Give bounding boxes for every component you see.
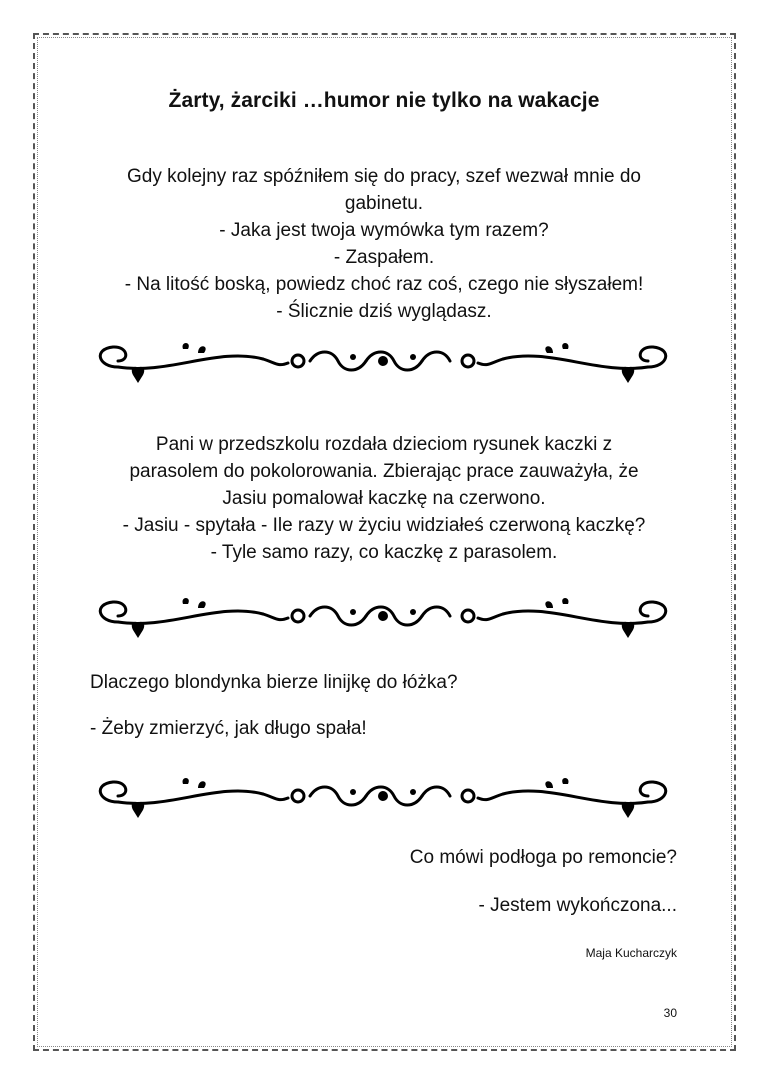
joke-2-line: - Tyle samo razy, co kaczkę z parasolem. — [210, 542, 558, 563]
joke-4-answer: - Jestem wykończona... — [478, 895, 677, 916]
ornamental-flourish-divider-icon — [88, 592, 678, 642]
joke-2-line: Jasiu pomalował kaczkę na czerwono. — [222, 488, 546, 509]
joke-1-line: Gdy kolejny raz spóźniłem się do pracy, szef wezwał mnie do — [127, 166, 641, 187]
joke-3-answer: - Żeby zmierzyć, jak długo spała! — [90, 718, 367, 739]
joke-1-line: gabinetu. — [344, 193, 424, 214]
joke-1-line: - Na litość boską, powiedz choć raz coś, czego nie słyszałem! — [124, 274, 644, 295]
joke-4-question: Co mówi podłoga po remoncie? — [409, 847, 677, 868]
joke-2-line: parasolem do pokolorowania. Zbierając prace zauważyła, że — [129, 461, 639, 482]
joke-1 — [80, 163, 688, 325]
ornamental-flourish-divider-icon — [88, 337, 678, 387]
joke-2-line: - Jasiu - spytała - Ile razy w życiu widziałeś czerwoną kaczkę? — [122, 515, 646, 536]
joke-2 — [80, 431, 688, 566]
joke-1-line: - Zaspałem. — [333, 247, 435, 268]
joke-3-question: Dlaczego blondynka bierze linijkę do łóżka? — [90, 672, 458, 693]
joke-1-line: - Jaka jest twoja wymówka tym razem? — [219, 220, 549, 241]
page-title: Żarty, żarciki …humor nie tylko na wakacje — [168, 89, 600, 112]
joke-2-line: Pani w przedszkolu rozdała dzieciom rysunek kaczki z — [155, 434, 613, 455]
page-number: 30 — [663, 1006, 677, 1020]
author-signature: Maja Kucharczyk — [585, 946, 677, 960]
ornamental-flourish-divider-icon — [88, 772, 678, 822]
joke-1-line: - Ślicznie dziś wyglądasz. — [276, 301, 492, 322]
